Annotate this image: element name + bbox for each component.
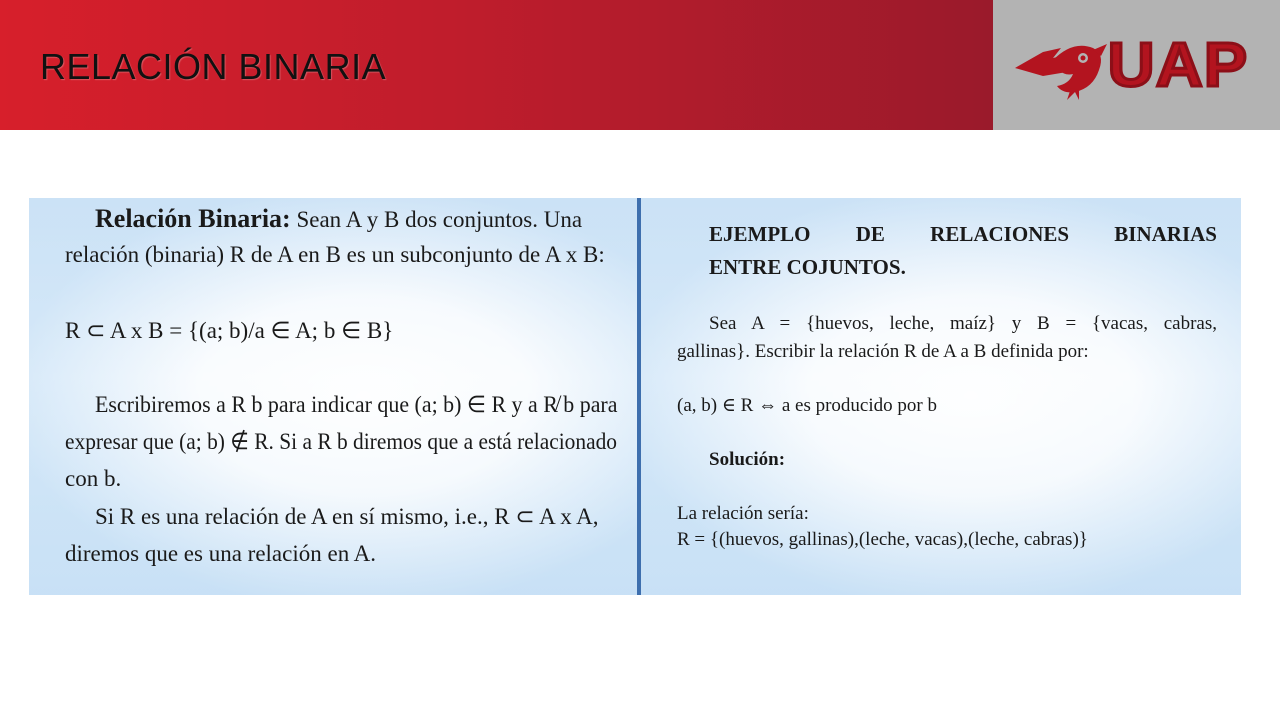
self-relation-line-1: Si R es una relación de A en sí mismo, i.e., R ⊂ A x A,	[95, 504, 599, 529]
solution-line-2: R = {(huevos, gallinas),(leche, vacas),(leche, cabras)}	[677, 529, 1088, 550]
self-relation-line-2: diremos que es una relación en A.	[65, 541, 377, 566]
title-bar	[0, 0, 993, 130]
example-definition: (a, b) ∈ R ⇔ a es producido por b	[677, 395, 937, 416]
solution-line-1: La relación sería:	[677, 503, 809, 524]
definition-line-1	[95, 204, 582, 234]
definition-line-1-text: Sean A y B dos conjuntos. Una	[296, 207, 583, 232]
logo-area	[993, 0, 1280, 130]
example-panel	[641, 198, 1241, 595]
logo-wordmark: UAP	[1107, 31, 1249, 100]
slide-title: RELACIÓN BINARIA	[40, 46, 387, 87]
notation-line-2: expresar que (a; b) ∉ R. Si a R b diremos que a está relacionado	[65, 429, 618, 454]
example-statement-line-1: Sea A = {huevos, leche, maíz} y B = {vacas, cabras,	[709, 313, 1217, 334]
definition-panel	[29, 198, 637, 595]
example-heading-line-1: EJEMPLO DE RELACIONES BINARIAS	[709, 222, 1217, 246]
example-heading-line-2: ENTRE COJUNTOS.	[709, 255, 906, 279]
bird-logo-icon	[1013, 30, 1108, 100]
definition-heading: Relación Binaria:	[95, 204, 291, 233]
solution-label: Solución:	[709, 449, 786, 470]
notation-line-3: con b.	[65, 466, 122, 491]
definition-formula: R ⊂ A x B = {(a; b)/a ∈ A; b ∈ B}	[65, 318, 394, 343]
example-statement-line-2: gallinas}. Escribir la relación R de A a B definida por:	[677, 341, 1089, 362]
notation-line-1: Escribiremos a R b para indicar que (a; b) ∈ R y a R̸ b para	[95, 392, 618, 417]
definition-line-2: relación (binaria) R de A en B es un subconjunto de A x B:	[65, 242, 605, 267]
